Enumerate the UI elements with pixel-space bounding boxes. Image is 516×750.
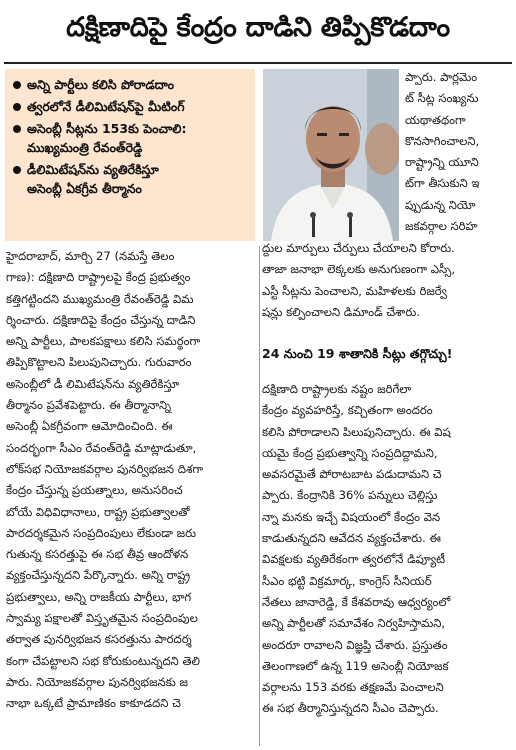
text-line: ప్పుడున్న నియో (405, 198, 476, 212)
highlight-line: ముఖ్యమంత్రి రేవంత్‌రెడ్డి (27, 140, 143, 155)
left-column-text (6, 246, 256, 715)
text-line: రాష్ట్రాన్ని యూని (405, 155, 479, 170)
text-line: పారదర్శకమైన సంప్రదింపులు లేకుండా జరు (6, 525, 196, 540)
highlight-item (13, 160, 249, 198)
text-line: ఈ సభ తీర్మానిస్తున్నదని సీఎం చెప్పారు. (262, 701, 439, 716)
page-headline: దక్షిణాదిపై కేంద్రం దాడిని తిప్పికొడదాం (66, 12, 450, 43)
text-line: యథాతథంగా (405, 112, 466, 127)
highlight-line: డీలిమిటేషన్‌ను వ్యతిరేకిస్తూ (27, 162, 159, 177)
text-line: కలిసి పోరాడాలని పిలుపునిచ్చారు. ఈ విష (262, 424, 451, 439)
right-column-top-text (405, 67, 513, 195)
text-line: హైదరాబాద్, మార్చి 27 (నమస్తే తెలం (6, 249, 175, 263)
highlight-line: అన్ని పార్టీలు కలిసి పోరాడదాం (27, 77, 174, 92)
text-line: కాడుతున్నదని ఆవేదన వ్యక్తంచేశారు. ఈ (262, 531, 441, 546)
text-line: అందరూ రావాలని విజ్ఞప్తి చేశారు. ప్రస్తుతం (262, 637, 448, 652)
text-line: జకవర్గాల సరిహ (405, 219, 478, 234)
bullet-icon (13, 166, 21, 174)
text-line: ద్దుల మార్పులు చేర్పులు చేయాలని కోరారు. (262, 241, 455, 255)
text-line: సందర్భంగా సీఎం రేవంత్‌రెడ్డి మాట్లాడుతూ, (6, 440, 197, 455)
bullet-icon (13, 125, 21, 133)
text-line: నేతలు జానారెడ్డి, కే కేశవరావు ఆధ్వర్యంలో (262, 594, 451, 609)
text-line: బోయే విధివిధానాలు, రాష్ట్ర ప్రభుత్వాలతో (6, 504, 190, 519)
text-line: అన్ని పార్టీలతో సమావేశం నిర్వహిస్తామని, (262, 616, 446, 631)
highlight-line: అసెంబ్లీ ఏకగ్రీవ తీర్మానం (27, 181, 142, 196)
text-line: తర్వాత పునర్విభజన కసరత్తును పారదర్శ (6, 632, 192, 647)
column-divider (259, 246, 260, 746)
text-line: లోక్‌సభ నియోజకవర్గాల పునర్విభజన దిశగా (6, 461, 203, 476)
text-line: అసెంబ్లీలో డీ లిమిటేషన్‌ను వ్యతిరేకిస్తూ (6, 376, 180, 391)
text-line: తాజా జనాభా లెక్కలకు అనుగుణంగా ఎస్సీ, (262, 262, 456, 277)
text-line: కత్తిగట్టిందని ముఖ్యమంత్రి రేవంత్‌రెడ్డి విమ (6, 291, 194, 306)
text-line: నాభా ఒక్కటే ప్రామాణికం కాకూడదని చె (6, 696, 181, 711)
text-line: గుతున్న కసరత్తుపై ఈ సభ తీవ్ర ఆందోళన (6, 547, 189, 562)
text-line: అసెంబ్లీ ఏకగ్రీవంగా ఆమోదించింది. ఈ (6, 419, 173, 434)
text-line: కొనసాగించాలని, (405, 133, 480, 148)
highlight-line: అసెంబ్లీ సీట్లను 153కు పెంచాలి: (27, 121, 187, 136)
headline-divider (4, 62, 512, 64)
text-line: ట్‌గా తీసుకుని ఇ (405, 176, 480, 191)
article-subheading: 24 నుంచి 19 శాతానికి సీట్లు తగ్గొచ్చు! (262, 346, 453, 361)
text-line: తీర్మానం ప్రవేశపెట్టారు. ఈ తీర్మానాన్ని (6, 398, 172, 413)
text-line: సీఎం భట్టి విక్రమార్క, కాంగ్రెస్ సీనియర్ (262, 573, 432, 588)
text-line: వర్గాలను 153 వరకు తక్షణమే పెంచాలని (262, 680, 444, 695)
text-line: అన్ని పార్టీలు, పాలకపక్షాలు కలిసి సమర్థంగా (6, 334, 201, 349)
text-line: ర్శించారు. దక్షిణాదిపై కేంద్రం చేస్తున్న దాడిని (6, 312, 196, 327)
text-line: ప్పారు. కేంద్రానికి 36% పన్నులు చెల్లిస్తు (262, 488, 438, 503)
text-line: ప్రభుత్వాలు, అన్ని రాజకీయ పార్టీలు, భాగ (6, 589, 192, 604)
text-line: వివక్షలకు వ్యతిరేకంగా త్వరలోనే డిప్యూటీ (262, 552, 446, 567)
text-line: గాణ): దక్షిణాది రాష్ట్రాలపై కేంద్ర ప్రభుత్వం (6, 270, 191, 285)
right-column-mid-text (262, 238, 513, 323)
text-line: కంగా చేపట్టాలని సభ కోరుకుంటున్నదని తెలి (6, 653, 200, 668)
text-line: దక్షిణాది రాష్ట్రాలకు నష్టం జరిగేలా (262, 382, 412, 396)
text-line: షన్లు కల్పించాలని డిమాండ్ చేశారు. (262, 304, 420, 319)
right-column-bottom-text (262, 379, 513, 720)
text-line: పారు. నియోజకవర్గాల పునర్విభజనకు జ (6, 674, 188, 689)
text-line: ట్ సీట్ల సంఖ్యను (405, 91, 479, 106)
text-line: వ్యక్తంచేస్తున్నదని పేర్కొన్నారు. అన్ని రాష్ట్ర (6, 568, 191, 583)
chief-minister-photo (263, 69, 399, 241)
bullet-icon (13, 103, 21, 111)
highlight-line: త్వరలోనే డీలిమిటేషన్‌పై మీటింగ్ (27, 99, 185, 114)
text-line: కేంద్రం వ్యవహరిస్తే, కచ్చితంగా అందరం (262, 403, 433, 418)
highlight-item (13, 75, 249, 94)
text-line: అవసరమైతే పోరాటబాట పడుదామని చె (262, 467, 442, 482)
text-line: యమై కేంద్ర ప్రభుత్వాన్ని సంప్రదిద్దామని, (262, 445, 438, 460)
text-line: ప్పారు. పార్లమెం (405, 70, 478, 84)
bullet-icon (13, 81, 21, 89)
highlight-item (13, 119, 249, 157)
portrait-illustration (263, 69, 399, 241)
highlight-item (13, 97, 249, 116)
text-line: న్నా మనకు ఇచ్చే విషయంలో కేంద్రం వెన (262, 509, 441, 524)
right-column-top-text-cont (405, 195, 513, 238)
text-line: ఎస్టీ సీట్లను పెంచాలని, మహిళలకు రిజర్వే (262, 283, 447, 298)
text-line: స్వామ్య పక్షాలతో విస్తృతమైన సంప్రదింపుల (6, 611, 198, 626)
text-line: కేంద్రం చేస్తున్న ప్రయత్నాలు, అనుసరించ (6, 483, 183, 498)
text-line: తెలంగాణలో ఉన్న 119 అసెంబ్లీ నియోజక (262, 658, 449, 673)
text-line: తిప్పికొట్టాలని పిలుపునిచ్చారు. గురువారం (6, 355, 192, 370)
highlights-box (5, 69, 255, 241)
